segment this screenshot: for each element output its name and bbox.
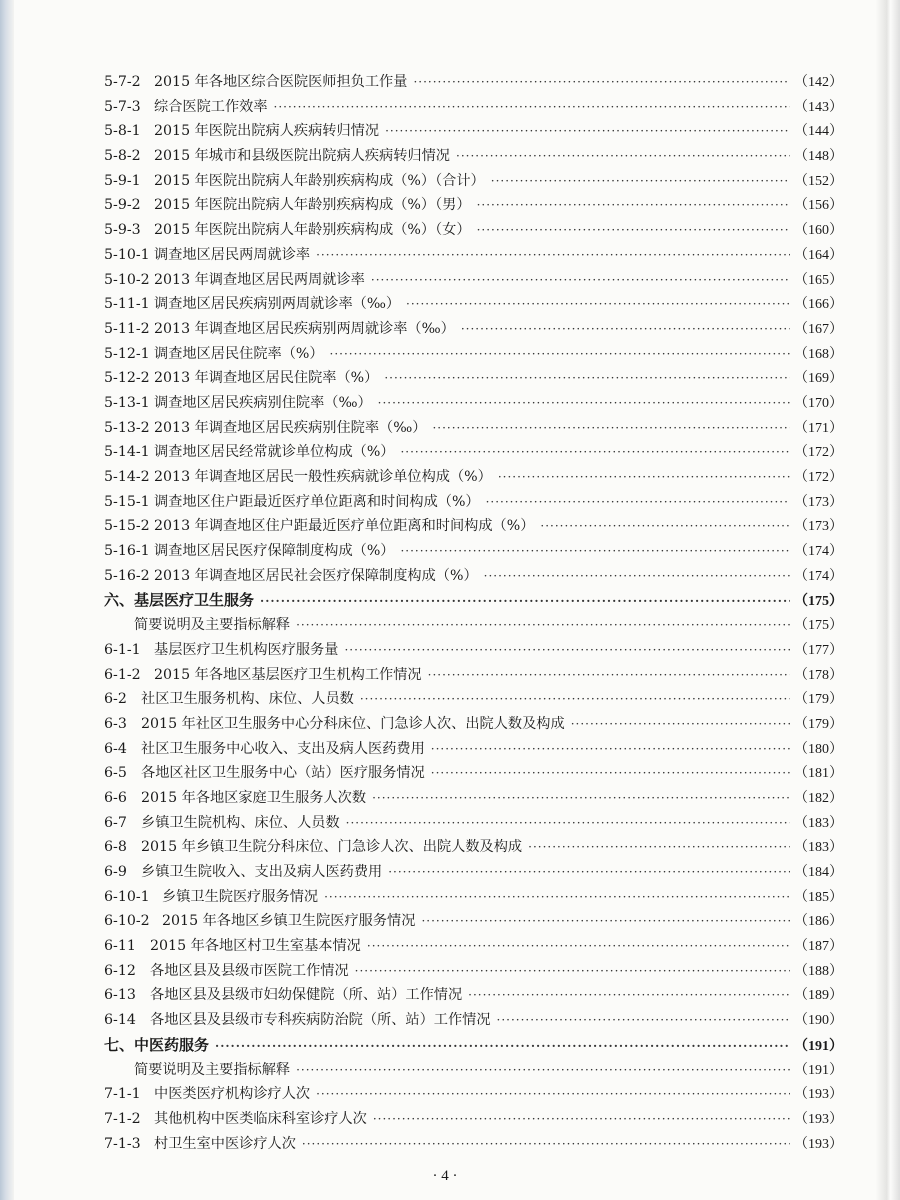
toc-leader-dots (355, 959, 790, 984)
toc-entry (104, 465, 842, 490)
toc-leader-dots (296, 1058, 790, 1083)
toc-entry-title: 各地区社区卫生服务中心（站）医疗服务情况 (141, 765, 425, 782)
toc-entry-number: 6-9 (104, 864, 127, 880)
toc-entry-page: （183） (794, 840, 843, 856)
toc-entry-page: （170） (794, 395, 843, 411)
toc-leader-dots (456, 144, 790, 169)
toc-leader-dots (498, 465, 790, 490)
toc-entry-page: （184） (794, 865, 843, 880)
toc-entry-title: 中医类医疗机构诊疗人次 (154, 1086, 311, 1103)
toc-entry-title: 2015 年各地区村卫生室基本情况 (150, 938, 361, 955)
document-page (14, 0, 876, 1200)
toc-entry-title: 2013 年调查地区居民两周就诊率 (154, 271, 365, 288)
toc-entry-title: 2013 年调查地区居民住院率（%） (154, 370, 379, 387)
toc-entry-title: 社区卫生服务中心收入、支出及病人医药费用 (141, 740, 425, 757)
table-of-contents (104, 70, 842, 1156)
toc-entry-page: （143） (794, 99, 843, 115)
toc-leader-dots (385, 119, 790, 144)
toc-entry (104, 909, 842, 934)
toc-entry (104, 613, 842, 638)
toc-entry-title: 2015 年社区卫生服务中心分科床位、门急诊人次、出院人数及构成 (141, 715, 565, 732)
toc-entry-number: 5-14-2 (104, 469, 150, 485)
toc-entry-number: 5-12-1 (104, 345, 150, 362)
toc-entry-number: 5-11-1 (104, 296, 150, 313)
toc-entry (104, 663, 842, 688)
toc-entry-page: （175） (794, 594, 843, 610)
toc-entry-number: 5-13-2 (104, 419, 150, 436)
toc-leader-dots (346, 811, 790, 836)
toc-leader-dots (540, 514, 790, 539)
toc-entry (104, 1132, 842, 1157)
toc-entry-title: 村卫生室中医诊疗人次 (154, 1135, 296, 1152)
toc-entry-page: （171） (794, 420, 843, 436)
toc-entry-number: 6-8 (104, 839, 127, 856)
toc-entry (104, 638, 842, 663)
toc-entry-title: 基层医疗卫生机构医疗服务量 (154, 641, 339, 658)
toc-entry (104, 243, 842, 268)
toc-entry (104, 687, 842, 712)
toc-entry-page: （187） (794, 939, 843, 955)
toc-entry-title: 简要说明及主要指标解释 (134, 617, 291, 634)
toc-leader-dots (400, 440, 790, 465)
toc-entry-number: 5-9-2 (104, 197, 141, 214)
toc-entry-title: 2015 年医院出院病人年龄别疾病构成（%）（女） (154, 222, 471, 239)
toc-entry (104, 70, 842, 95)
toc-entry-page: （179） (794, 716, 843, 732)
toc-entry-page: （168） (794, 346, 843, 362)
toc-entry (104, 268, 842, 293)
toc-leader-dots (432, 416, 790, 441)
toc-entry-number: 6-10-2 (104, 913, 150, 930)
toc-leader-dots (477, 218, 790, 243)
toc-leader-dots (371, 268, 790, 293)
toc-entry-page: （191） (794, 1038, 843, 1054)
toc-entry (104, 959, 842, 984)
toc-entry-title: 2013 年调查地区居民社会医疗保障制度构成（%） (154, 567, 478, 584)
toc-entry-page: （144） (794, 124, 843, 140)
toc-entry-page: （165） (794, 272, 843, 288)
toc-leader-dots (431, 737, 790, 762)
toc-entry-title: 各地区县及县级市医院工作情况 (150, 962, 349, 979)
toc-entry-page: （156） (794, 198, 843, 214)
toc-leader-dots (316, 1082, 790, 1107)
toc-entry (104, 761, 842, 786)
toc-entry (104, 885, 842, 910)
toc-entry-number: 5-8-2 (104, 148, 141, 165)
toc-leader-dots (302, 1132, 790, 1157)
toc-entry-page: （166） (794, 297, 843, 313)
toc-entry (104, 292, 842, 317)
toc-entry-number: 5-8-1 (104, 123, 141, 140)
toc-entry-page: （148） (794, 149, 843, 165)
toc-leader-dots (367, 934, 790, 959)
toc-entry-title: 2015 年医院出院病人疾病转归情况 (154, 123, 380, 140)
toc-leader-dots (461, 317, 790, 342)
toc-entry (104, 539, 842, 564)
toc-leader-dots (486, 490, 790, 515)
toc-entry-title: 其他机构中医类临床科室诊疗人次 (154, 1110, 367, 1127)
toc-entry-number: 6-5 (104, 765, 127, 782)
toc-entry-page: （193） (794, 1087, 843, 1103)
toc-entry-number: 5-10-1 (104, 246, 150, 263)
toc-leader-dots (468, 983, 790, 1008)
toc-entry-title: 各地区县及县级市专科疾病防治院（所、站）工作情况 (150, 1012, 491, 1029)
toc-entry (104, 317, 842, 342)
toc-entry-number: 6-2 (104, 691, 127, 708)
toc-leader-dots (215, 1034, 790, 1059)
toc-entry-number: 6-13 (104, 987, 136, 1004)
toc-entry-title: 2015 年乡镇卫生院分科床位、门急诊人次、出院人数及构成 (141, 839, 523, 856)
toc-entry-page: （190） (794, 1013, 843, 1029)
toc-entry-number: 5-14-1 (104, 444, 150, 461)
toc-entry-page: （182） (794, 790, 843, 806)
toc-leader-dots (431, 761, 790, 786)
toc-entry (104, 1082, 842, 1107)
toc-entry-page: （173） (794, 494, 843, 510)
toc-leader-dots (324, 885, 790, 910)
toc-entry (104, 342, 842, 367)
toc-entry-title: 2013 年调查地区居民一般性疾病就诊单位构成（%） (154, 469, 492, 485)
toc-entry-page: （172） (794, 470, 843, 485)
toc-entry-page: （180） (794, 741, 843, 757)
toc-entry-number: 5-9-1 (104, 172, 141, 189)
toc-leader-dots (344, 638, 790, 663)
toc-entry-page: （160） (794, 223, 843, 239)
toc-leader-dots (484, 564, 790, 589)
toc-entry-title: 2015 年各地区家庭卫生服务人次数 (141, 789, 367, 806)
toc-entry-number: 7-1-3 (104, 1135, 141, 1152)
toc-entry (104, 144, 842, 169)
toc-entry-title: 乡镇卫生院医疗服务情况 (162, 888, 319, 905)
toc-entry-page: （173） (794, 519, 843, 535)
toc-leader-dots (384, 366, 790, 391)
toc-entry-title: 调查地区居民疾病别两周就诊率（‰） (154, 296, 401, 313)
toc-entry-number: 6-7 (104, 814, 127, 831)
toc-entry-number: 6-11 (104, 938, 136, 955)
toc-entry-title: 调查地区居民疾病别住院率（‰） (154, 394, 372, 411)
toc-entry-title: 调查地区居民两周就诊率 (154, 246, 311, 263)
toc-entry-title: 六、基层医疗卫生服务 (104, 591, 255, 610)
toc-entry-number: 5-15-1 (104, 493, 150, 510)
toc-entry-title: 乡镇卫生院收入、支出及病人医药费用 (141, 864, 383, 880)
toc-entry-title: 2013 年调查地区居民疾病别住院率（‰） (154, 419, 427, 436)
toc-leader-dots (400, 539, 790, 564)
toc-entry-number: 6-6 (104, 789, 127, 806)
toc-leader-dots (421, 909, 790, 934)
toc-entry-page: （178） (794, 667, 843, 683)
toc-entry-number: 5-16-1 (104, 543, 150, 560)
toc-entry (104, 514, 842, 539)
toc-entry-number: 7-1-2 (104, 1110, 141, 1127)
toc-entry (104, 169, 842, 194)
toc-entry-page: （177） (794, 642, 843, 658)
toc-entry-title: 调查地区居民经常就诊单位构成（%） (154, 444, 395, 461)
toc-entry-number: 6-3 (104, 715, 127, 732)
toc-entry (104, 391, 842, 416)
toc-entry-page: （189） (794, 988, 843, 1004)
toc-entry-title: 2015 年医院出院病人年龄别疾病构成（%）（合计） (154, 172, 485, 189)
toc-leader-dots (497, 1008, 790, 1033)
toc-entry (104, 490, 842, 515)
toc-entry-page: （167） (794, 321, 843, 337)
toc-entry-page: （174） (794, 544, 843, 560)
toc-leader-dots (260, 589, 790, 614)
toc-entry-page: （183） (794, 815, 843, 831)
toc-entry (104, 786, 842, 811)
toc-entry (104, 564, 842, 589)
toc-leader-dots (378, 391, 790, 416)
toc-entry (104, 1008, 842, 1033)
toc-entry (104, 366, 842, 391)
toc-section-heading (104, 588, 842, 613)
toc-entry-page: （186） (794, 914, 843, 930)
toc-entry-title: 调查地区住户距最近医疗单位距离和时间构成（%） (154, 493, 480, 510)
toc-entry (104, 416, 842, 441)
toc-entry-page: （172） (794, 445, 843, 461)
toc-entry-title: 简要说明及主要指标解释 (134, 1061, 291, 1078)
toc-leader-dots (388, 860, 790, 885)
toc-leader-dots (373, 1107, 790, 1132)
toc-entry-number: 6-14 (104, 1012, 136, 1029)
toc-entry (104, 218, 842, 243)
toc-entry-number: 6-12 (104, 962, 136, 979)
toc-leader-dots (360, 687, 790, 712)
toc-entry-number: 5-15-2 (104, 518, 150, 535)
toc-entry-title: 社区卫生服务机构、床位、人员数 (141, 691, 354, 708)
toc-entry-number: 5-12-2 (104, 370, 150, 387)
toc-entry-title: 乡镇卫生院机构、床位、人员数 (141, 814, 340, 831)
toc-entry (104, 811, 842, 836)
toc-leader-dots (372, 786, 790, 811)
toc-entry-page: （193） (794, 1136, 843, 1152)
toc-leader-dots (296, 613, 790, 638)
toc-entry (104, 934, 842, 959)
scan-edge-right (876, 0, 900, 1200)
toc-entry-title: 调查地区居民医疗保障制度构成（%） (154, 543, 395, 560)
toc-entry-page: （175） (794, 618, 843, 634)
toc-entry-title: 2015 年各地区基层医疗卫生机构工作情况 (154, 666, 422, 683)
toc-leader-dots (274, 95, 790, 120)
toc-entry (104, 983, 842, 1008)
toc-entry (104, 119, 842, 144)
toc-entry (104, 95, 842, 120)
toc-leader-dots (477, 193, 790, 218)
toc-leader-dots (428, 663, 790, 688)
toc-leader-dots (316, 243, 790, 268)
toc-entry-page: （169） (794, 371, 843, 387)
page-number: · 4 · (432, 1168, 458, 1184)
toc-entry-page: （174） (794, 568, 843, 584)
toc-entry-number: 5-7-2 (104, 74, 141, 90)
toc-entry (104, 712, 842, 737)
toc-entry-page: （181） (794, 766, 843, 782)
toc-entry-page: （193） (794, 1111, 843, 1127)
toc-leader-dots (413, 70, 790, 95)
toc-entry-title: 2015 年各地区乡镇卫生院医疗服务情况 (162, 913, 416, 930)
toc-entry-title: 2013 年调查地区居民疾病别两周就诊率（‰） (154, 320, 455, 337)
scan-edge-left (0, 0, 14, 1200)
toc-entry-title: 综合医院工作效率 (154, 98, 268, 115)
toc-entry-page: （142） (794, 75, 843, 90)
toc-entry-title: 调查地区居民住院率（%） (154, 345, 324, 362)
toc-entry-page: （185） (794, 889, 843, 905)
toc-entry-title: 2013 年调查地区住户距最近医疗单位距离和时间构成（%） (154, 518, 535, 535)
toc-entry-title: 各地区县及县级市妇幼保健院（所、站）工作情况 (150, 987, 463, 1004)
toc-entry-page: （179） (794, 692, 843, 708)
toc-entry-title: 七、中医药服务 (104, 1035, 210, 1054)
toc-entry-page: （188） (794, 963, 843, 979)
toc-entry-number: 6-1-1 (104, 641, 141, 658)
toc-entry-page: （191） (794, 1062, 843, 1078)
toc-leader-dots (330, 342, 790, 367)
toc-entry-number: 5-9-3 (104, 222, 141, 239)
toc-entry-number: 5-11-2 (104, 320, 150, 337)
toc-entry-number: 5-16-2 (104, 567, 150, 584)
toc-entry-title: 2015 年城市和县级医院出院病人疾病转归情况 (154, 148, 450, 165)
toc-leader-dots (528, 835, 790, 860)
toc-entry (104, 835, 842, 860)
toc-entry (104, 860, 842, 885)
toc-entry (104, 737, 842, 762)
toc-entry-number: 5-10-2 (104, 271, 150, 288)
toc-entry-number: 7-1-1 (104, 1086, 141, 1103)
toc-entry-title: 2015 年医院出院病人年龄别疾病构成（%）（男） (154, 197, 471, 214)
toc-entry (104, 1107, 842, 1132)
toc-section-heading (104, 1033, 842, 1058)
toc-entry-number: 5-7-3 (104, 98, 141, 115)
toc-entry (104, 1058, 842, 1083)
toc-entry-title: 2015 年各地区综合医院医师担负工作量 (154, 74, 408, 90)
toc-leader-dots (406, 292, 790, 317)
toc-entry-page: （152） (794, 173, 843, 189)
toc-entry-page: （164） (794, 247, 843, 263)
toc-entry (104, 440, 842, 465)
toc-entry-number: 6-1-2 (104, 666, 141, 683)
toc-entry (104, 193, 842, 218)
toc-entry-number: 5-13-1 (104, 394, 150, 411)
toc-entry-number: 6-10-1 (104, 888, 150, 905)
toc-entry-number: 6-4 (104, 740, 127, 757)
toc-leader-dots (571, 712, 790, 737)
toc-leader-dots (491, 169, 790, 194)
